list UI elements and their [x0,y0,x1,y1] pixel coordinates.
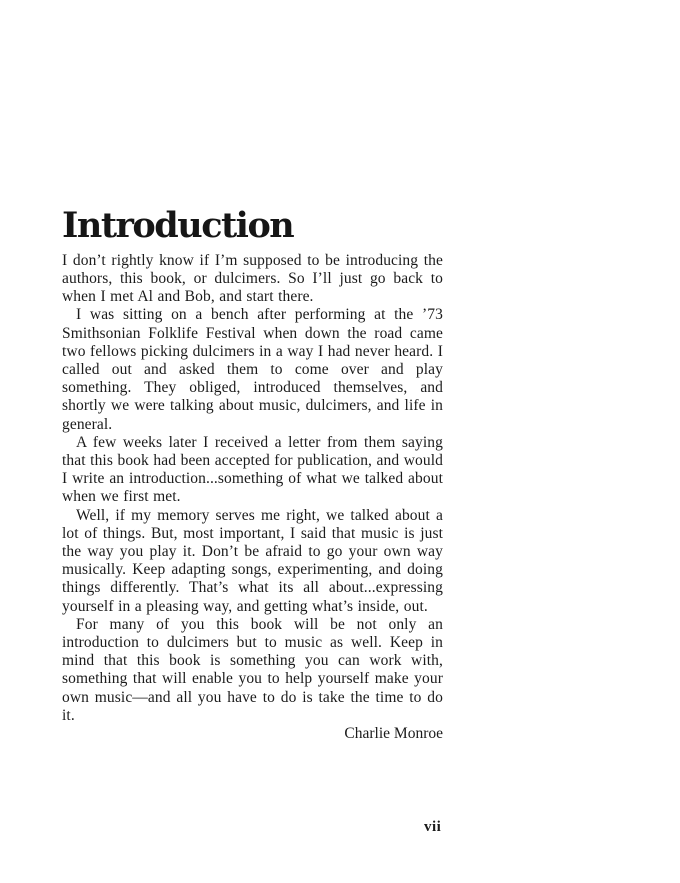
page-number: vii [424,819,442,835]
page-title: Introduction [62,205,294,246]
paragraph-4: Well, if my memory serves me right, we talked about a lot of things. But, most important, I said that music is just the way you play it. Don’t be afraid to go your own way musically. Keep adapting songs, experimenting, and doing things differently. That’s what its all about...expressing yourself in a pleasing way, and getting what’s inside, out. [62,506,443,615]
paragraph-3: A few weeks later I received a letter from them saying that this book had been accepted for publication, and would I write an introduction...something of what we talked about when we first met. [62,433,443,506]
paragraph-1: I don’t rightly know if I’m supposed to be introducing the authors, this book, or dulcimers. So I’ll just go back to when I met Al and Bob, and start there. [62,251,443,306]
author-signature: Charlie Monroe [344,725,443,743]
paragraph-5: For many of you this book will be not only an introduction to dulcimers but to music as well. Keep in mind that this book is something you can work with, something that will enable you to help yourself make your own music—and all you have to do is take the time to do it. [62,615,443,724]
text-column [62,205,443,743]
paragraph-2: I was sitting on a bench after performing at the ’73 Smithsonian Folklife Festival when down the road came two fellows picking dulcimers in a way I had never heard. I called out and asked them to come over and play something. They obliged, introduced themselves, and shortly we were talking about music, dulcimers, and life in general. [62,306,443,433]
